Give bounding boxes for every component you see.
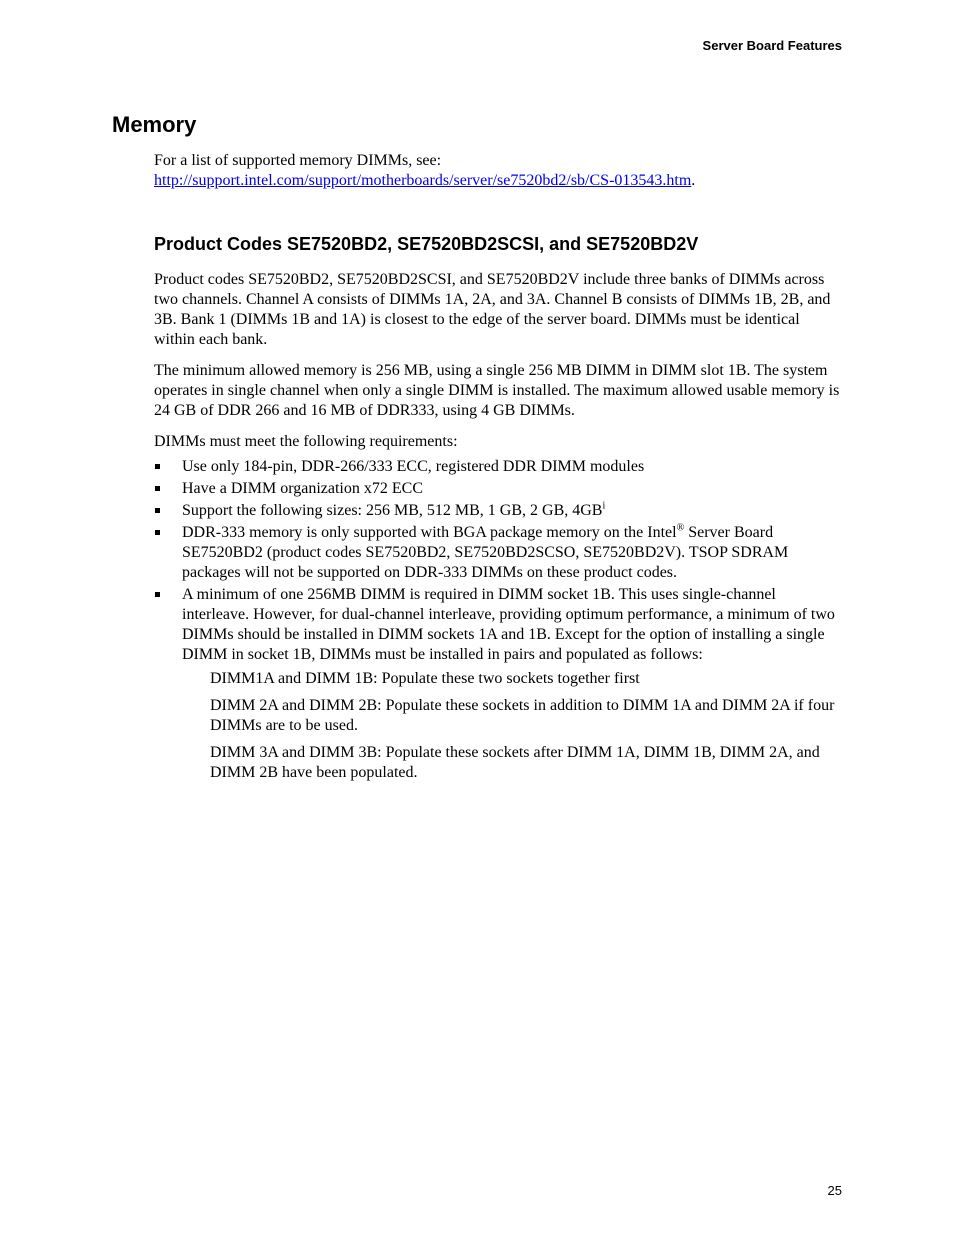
subsection-body	[154, 270, 842, 790]
list-item	[154, 501, 842, 521]
bullet-text: Have a DIMM organization x72 ECC	[182, 480, 423, 497]
population-step-1: DIMM1A and DIMM 1B: Populate these two sockets together first	[210, 670, 640, 687]
bullet-text: Support the following sizes: 256 MB, 512 MB, 1 GB, 2 GB, 4GB	[182, 502, 603, 519]
bullet-square-icon	[155, 486, 160, 491]
bullet-square-icon	[155, 508, 160, 513]
list-item	[154, 585, 842, 665]
bullet-text: Use only 184-pin, DDR-266/333 ECC, registered DDR DIMM modules	[182, 458, 645, 475]
subsection-title: Product Codes SE7520BD2, SE7520BD2SCSI, and SE7520BD2V	[154, 234, 699, 254]
running-header: Server Board Features	[702, 38, 842, 53]
link-suffix: .	[691, 172, 696, 189]
paragraph-banks: Product codes SE7520BD2, SE7520BD2SCSI, and SE7520BD2V include three banks of DIMMs across two channels. Channel A consists of DIMMs 1A, 2A, and 3A. Channel B consists of DIMMs 1B, 2B, and 3B. Bank 1 (DIMMs 1B and 1A) is closest to the edge of the server board. DIMMs must be identical within each bank.	[154, 271, 831, 348]
support-link[interactable]: http://support.intel.com/support/motherboards/server/se7520bd2/sb/CS-013543.htm	[154, 172, 692, 189]
bullet-text: A minimum of one 256MB DIMM is required in DIMM socket 1B. This uses single-channel interleave. However, for dual-channel interleave, providing optimum performance, a minimum of two DIMMs should be installed in DIMM sockets 1A and 1B. Except for the option of installing a single DIMM in socket 1B, DIMMs must be installed in pairs and populated as follows:	[182, 586, 835, 663]
bullet-square-icon	[155, 592, 160, 597]
section-title: Memory	[112, 112, 197, 137]
bullet-square-icon	[155, 530, 160, 535]
page-number: 25	[827, 1183, 842, 1198]
list-item	[154, 523, 842, 583]
list-item	[154, 457, 842, 477]
population-step-2: DIMM 2A and DIMM 2B: Populate these sockets in addition to DIMM 1A and DIMM 2A if four DIMMs are to be used.	[210, 697, 835, 734]
bullet-text-continued: Server Board SE7520BD2 (product codes SE7520BD2, SE7520BD2SCSO, SE7520BD2V). TSOP SDRAM packages will not be supported on DDR-333 DIMMs on these product codes.	[182, 524, 789, 581]
requirements-list	[154, 457, 842, 665]
population-step-3: DIMM 3A and DIMM 3B: Populate these sockets after DIMM 1A, DIMM 1B, DIMM 2A, and DIMM 2B have been populated.	[210, 744, 820, 781]
bullet-text: DDR-333 memory is only supported with BGA package memory on the Intel	[182, 524, 677, 541]
list-item	[154, 479, 842, 499]
intro-text: For a list of supported memory DIMMs, see:	[154, 152, 442, 169]
footnote-marker[interactable]: i	[602, 500, 606, 512]
bullet-square-icon	[155, 464, 160, 469]
registered-mark: ®	[676, 522, 685, 534]
intro-paragraph	[154, 151, 844, 191]
requirements-lead: DIMMs must meet the following requirements:	[154, 433, 458, 450]
paragraph-memory-limits: The minimum allowed memory is 256 MB, using a single 256 MB DIMM in DIMM slot 1B. The system operates in single channel when only a single DIMM is installed. The maximum allowed usable memory is 24 GB of DDR 266 and 16 MB of DDR333, using 4 GB DIMMs.	[154, 362, 840, 419]
